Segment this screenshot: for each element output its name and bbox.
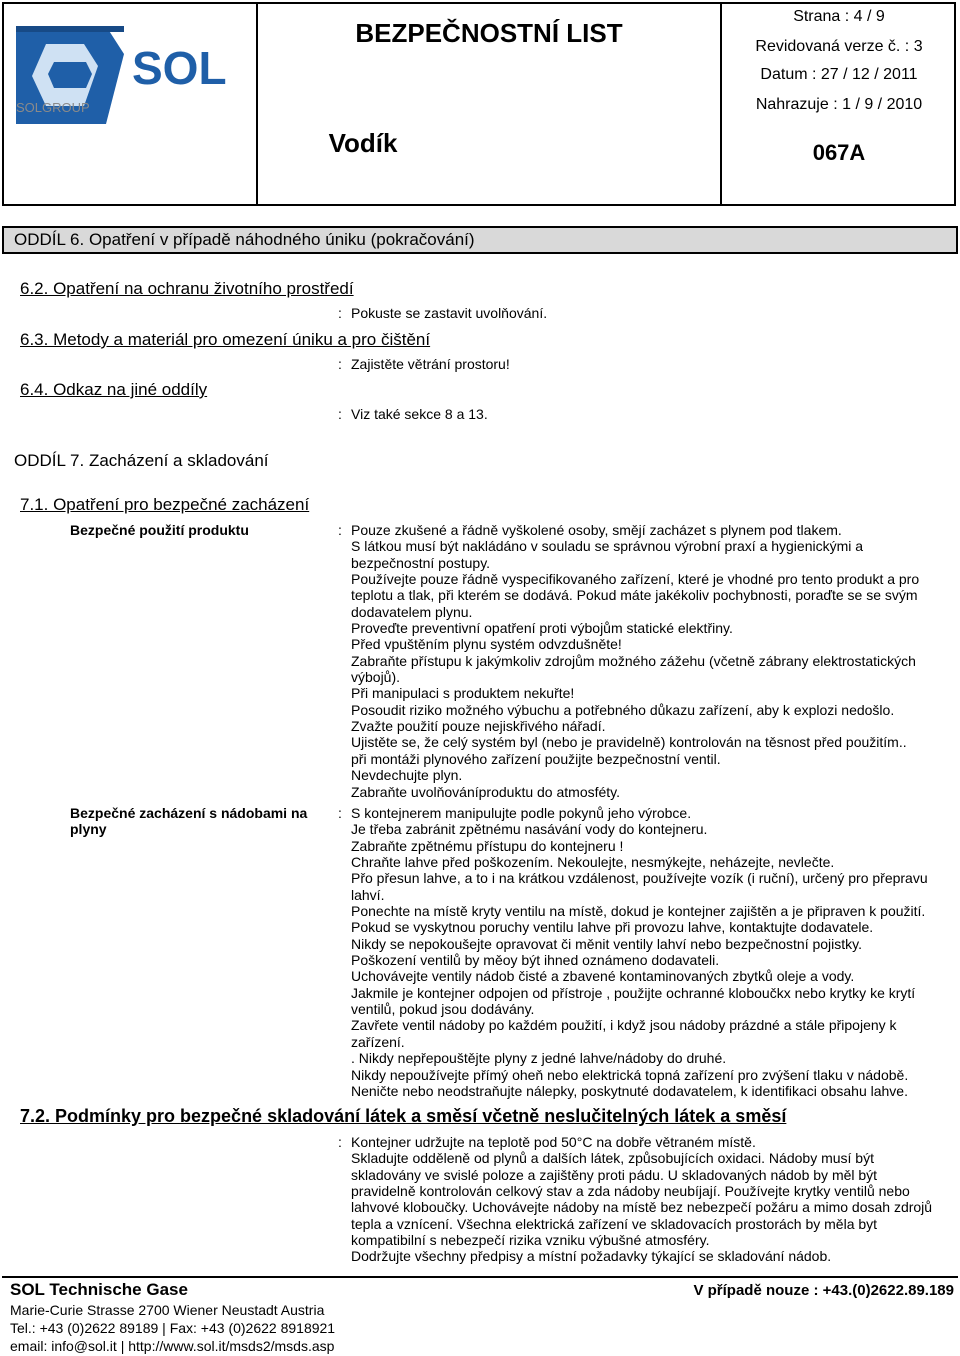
text-line: Kontejner udržujte na teplotě pod 50°C na dobře větraném místě. — [351, 1134, 756, 1150]
product-name: Vodík — [328, 128, 398, 158]
text-line: S kontejnerem manipulujte podle pokynů jeho výrobce. — [351, 805, 692, 821]
text-line: pravidelně kontrolován celkový stav a zda nádoby neubíjají. Používejte krytky ventilů nebo — [351, 1183, 910, 1200]
text-line: Ponechte na místě kryty ventilu na místě, dokud je kontejner zajištěn a je připraven k použití. — [351, 903, 926, 920]
footer-address: Marie-Curie Strasse 2700 Wiener Neustadt Austria — [10, 1302, 325, 1318]
text-line: při montáži plynového zařízení použijte bezpečnostní ventil. — [351, 750, 721, 767]
colon: : — [338, 1134, 342, 1150]
text-line: skladovány ve svislé poloze a zajištěny proti pádu. U skladovaných nádob by měl být — [351, 1166, 878, 1183]
text-line: lahvové kloboučky. Uchovávejte nádoby na místě bez nebezpečí požáru a mimo dosah zdrojů — [351, 1199, 933, 1216]
safe-use-label: Bezpečné použití produktu — [70, 522, 249, 538]
text-line: Zabraňte přístupu k jakýmkoliv zdrojům možného zážehu (včetně zábrany elektrostatických — [351, 652, 916, 669]
sol-logo — [6, 6, 254, 202]
text-line: Nevdechujte plyn. — [351, 767, 463, 784]
text-line: Posoudit riziko možného výbuchu a potřebného důkazu zařízení, aby k explozi nedošlo. — [351, 701, 895, 718]
section-6-4-text: Viz také sekce 8 a 13. — [351, 406, 488, 422]
text-line: Proveďte preventivní opatření proti výbojům statické elektřiny. — [351, 620, 733, 637]
storage-text — [351, 1134, 951, 1265]
text-line: Před vpuštěním plynu systém odvzdušněte! — [351, 636, 622, 653]
footer-web[interactable]: email: info@sol.it | http://www.sol.it/msds2/msds.asp — [10, 1338, 335, 1354]
text-line: Zavřete ventil nádoby po každém použití, i když jsou nádoby prázdné a stále připojeny k — [351, 1017, 897, 1034]
safe-use-text — [351, 522, 951, 800]
colon: : — [338, 305, 342, 321]
revision: Revidovaná verze č. : 3 — [755, 38, 923, 55]
date: Datum : 27 / 12 / 2011 — [760, 66, 918, 83]
page-number: Strana : 4 / 9 — [793, 8, 885, 25]
text-line: . Nikdy nepřepouštějte plyny z jedné lahve/nádoby do druhé. — [351, 1050, 727, 1067]
section-6-2-title: 6.2. Opatření na ochranu životního prostředí — [20, 279, 354, 298]
section-7-title: ODDÍL 7. Zacházení a skladování — [14, 451, 269, 470]
text-line: Ujistěte se, že celý systém byl (nebo je pravidelně) kontrolován na těsnost před použitím.. — [351, 734, 907, 751]
containers-label: Bezpečné zacházení s nádobami na plyny — [70, 805, 308, 837]
text-line: teplotu a tlak, při kterém se dodává. Pokud máte jakékoliv pochybnosti, poraďte se se svým — [351, 587, 918, 604]
text-line: výbojů). — [351, 669, 401, 686]
text-line: Uchovávejte ventily nádob čisté a zbavené kontaminovaných zbytků oleje a vody. — [351, 968, 855, 985]
colon: : — [338, 356, 342, 372]
section-6-title: ODDÍL 6. Opatření v případě náhodného úniku (pokračování) — [14, 230, 475, 249]
text-line: Jakmile je kontejner odpojen od přístroje , použijte ochranné kloboučkx nebo krytky ke krytí — [351, 984, 916, 1001]
containers-text — [351, 805, 951, 1099]
text-line: Poškození ventilů by měoy být ihned oznámeno dodavateli. — [351, 952, 720, 969]
text-line: S látkou musí být nakládáno v souladu se správnou výrobní praxí a hygienickými a — [351, 538, 864, 555]
section-6-2-text: Pokuste se zastavit uvolňování. — [351, 305, 548, 321]
text-line: Používejte pouze řádně vyspecifikovaného zařízení, které je vhodné pro tento produkt a pro — [351, 571, 920, 588]
text-line: tepla a vznícení. Všechna elektrická zařízení ve skladovacích prostorách by měla byt — [351, 1215, 878, 1232]
document-title: BEZPEČNOSTNÍ LIST — [355, 18, 623, 48]
colon: : — [338, 522, 342, 538]
footer-divider — [2, 1276, 958, 1278]
logo-group-text: SOLGROUP — [16, 100, 90, 115]
text-line: dodavatelem plynu. — [351, 603, 473, 620]
section-6-3-title: 6.3. Metody a materiál pro omezení úniku a pro čištění — [20, 330, 431, 349]
text-line: Pouze zkušené a řádně vyškolené osoby, smějí zacházet s plynem pod tlakem. — [351, 522, 842, 538]
text-line: lahví. — [351, 886, 385, 903]
emergency-phone: V případě nouze : +43.(0)2622.89.189 — [693, 1282, 954, 1299]
text-line: zařízení. — [351, 1033, 405, 1050]
section-7-2-title: 7.2. Podmínky pro bezpečné skladování látek a směsí včetně neslučitelných látek a směsí — [20, 1106, 787, 1126]
text-line: ventilů, pokud jsou dodávány. — [351, 1001, 535, 1018]
text-line: Přo přesun lahve, a to i na krátkou vzdálenost, používejte vozík (i ruční), určený pro přepravu — [351, 870, 928, 887]
text-line: Skladujte odděleně od plynů a dalších látek, způsobujících oxidaci. Nádoby musí být — [351, 1150, 874, 1167]
text-line: bezpečnostní postupy. — [351, 554, 491, 571]
text-line: Zvažte použití pouze nejiskřivého nářadí. — [351, 718, 606, 735]
text-line: Nikdy nepoužívejte přímý oheň nebo elektrická topná zařízení pro zvýšení tlaku v nádobě. — [351, 1066, 909, 1083]
text-line: Neničte nebo neodstraňujte nálepky, poskytnuté dodavatelem, k identifikaci obsahu lahve. — [351, 1082, 908, 1099]
logo-brand-text: SOL — [132, 42, 227, 94]
text-line: Dodržujte všechny předpisy a místní požadavky týkající se skladování nádob. — [351, 1248, 832, 1265]
section-7-1-title: 7.1. Opatření pro bezpečné zacházení — [20, 495, 310, 514]
text-line: Zabraňte uvolňováníproduktu do atmosféty. — [351, 783, 621, 800]
text-line: kompatibilní s nebezpečí rizika vzniku výbušné atmosféry. — [351, 1232, 710, 1249]
footer-company: SOL Technische Gase — [10, 1280, 188, 1299]
text-line: Při manipulaci s produktem nekuřte! — [351, 685, 575, 702]
section-6-4-title: 6.4. Odkaz na jiné oddíly — [20, 380, 208, 399]
section-6-3-text: Zajistěte větrání prostoru! — [351, 356, 510, 372]
colon: : — [338, 805, 342, 821]
text-line: Zabraňte zpětnému přístupu do kontejneru ! — [351, 837, 624, 854]
text-line: Nikdy se nepokoušejte opravovat či měnit ventily lahví nebo bezpečnostní pojistky. — [351, 935, 863, 952]
colon: : — [338, 406, 342, 422]
text-line: Pokud se vyskytnou poruchy ventilu lahve při provozu lahve, kontaktujte dodavatele. — [351, 919, 874, 936]
replaces: Nahrazuje : 1 / 9 / 2010 — [755, 96, 923, 113]
footer-phone: Tel.: +43 (0)2622 89189 | Fax: +43 (0)2622 8918921 — [10, 1320, 336, 1336]
text-line: Je třeba zabránit zpětnému nasávání vody do kontejneru. — [351, 821, 708, 838]
text-line: Chraňte lahve před poškozením. Nekoulejte, nesmýkejte, neházejte, nevlečte. — [351, 854, 835, 871]
product-code: 067A — [812, 140, 866, 165]
